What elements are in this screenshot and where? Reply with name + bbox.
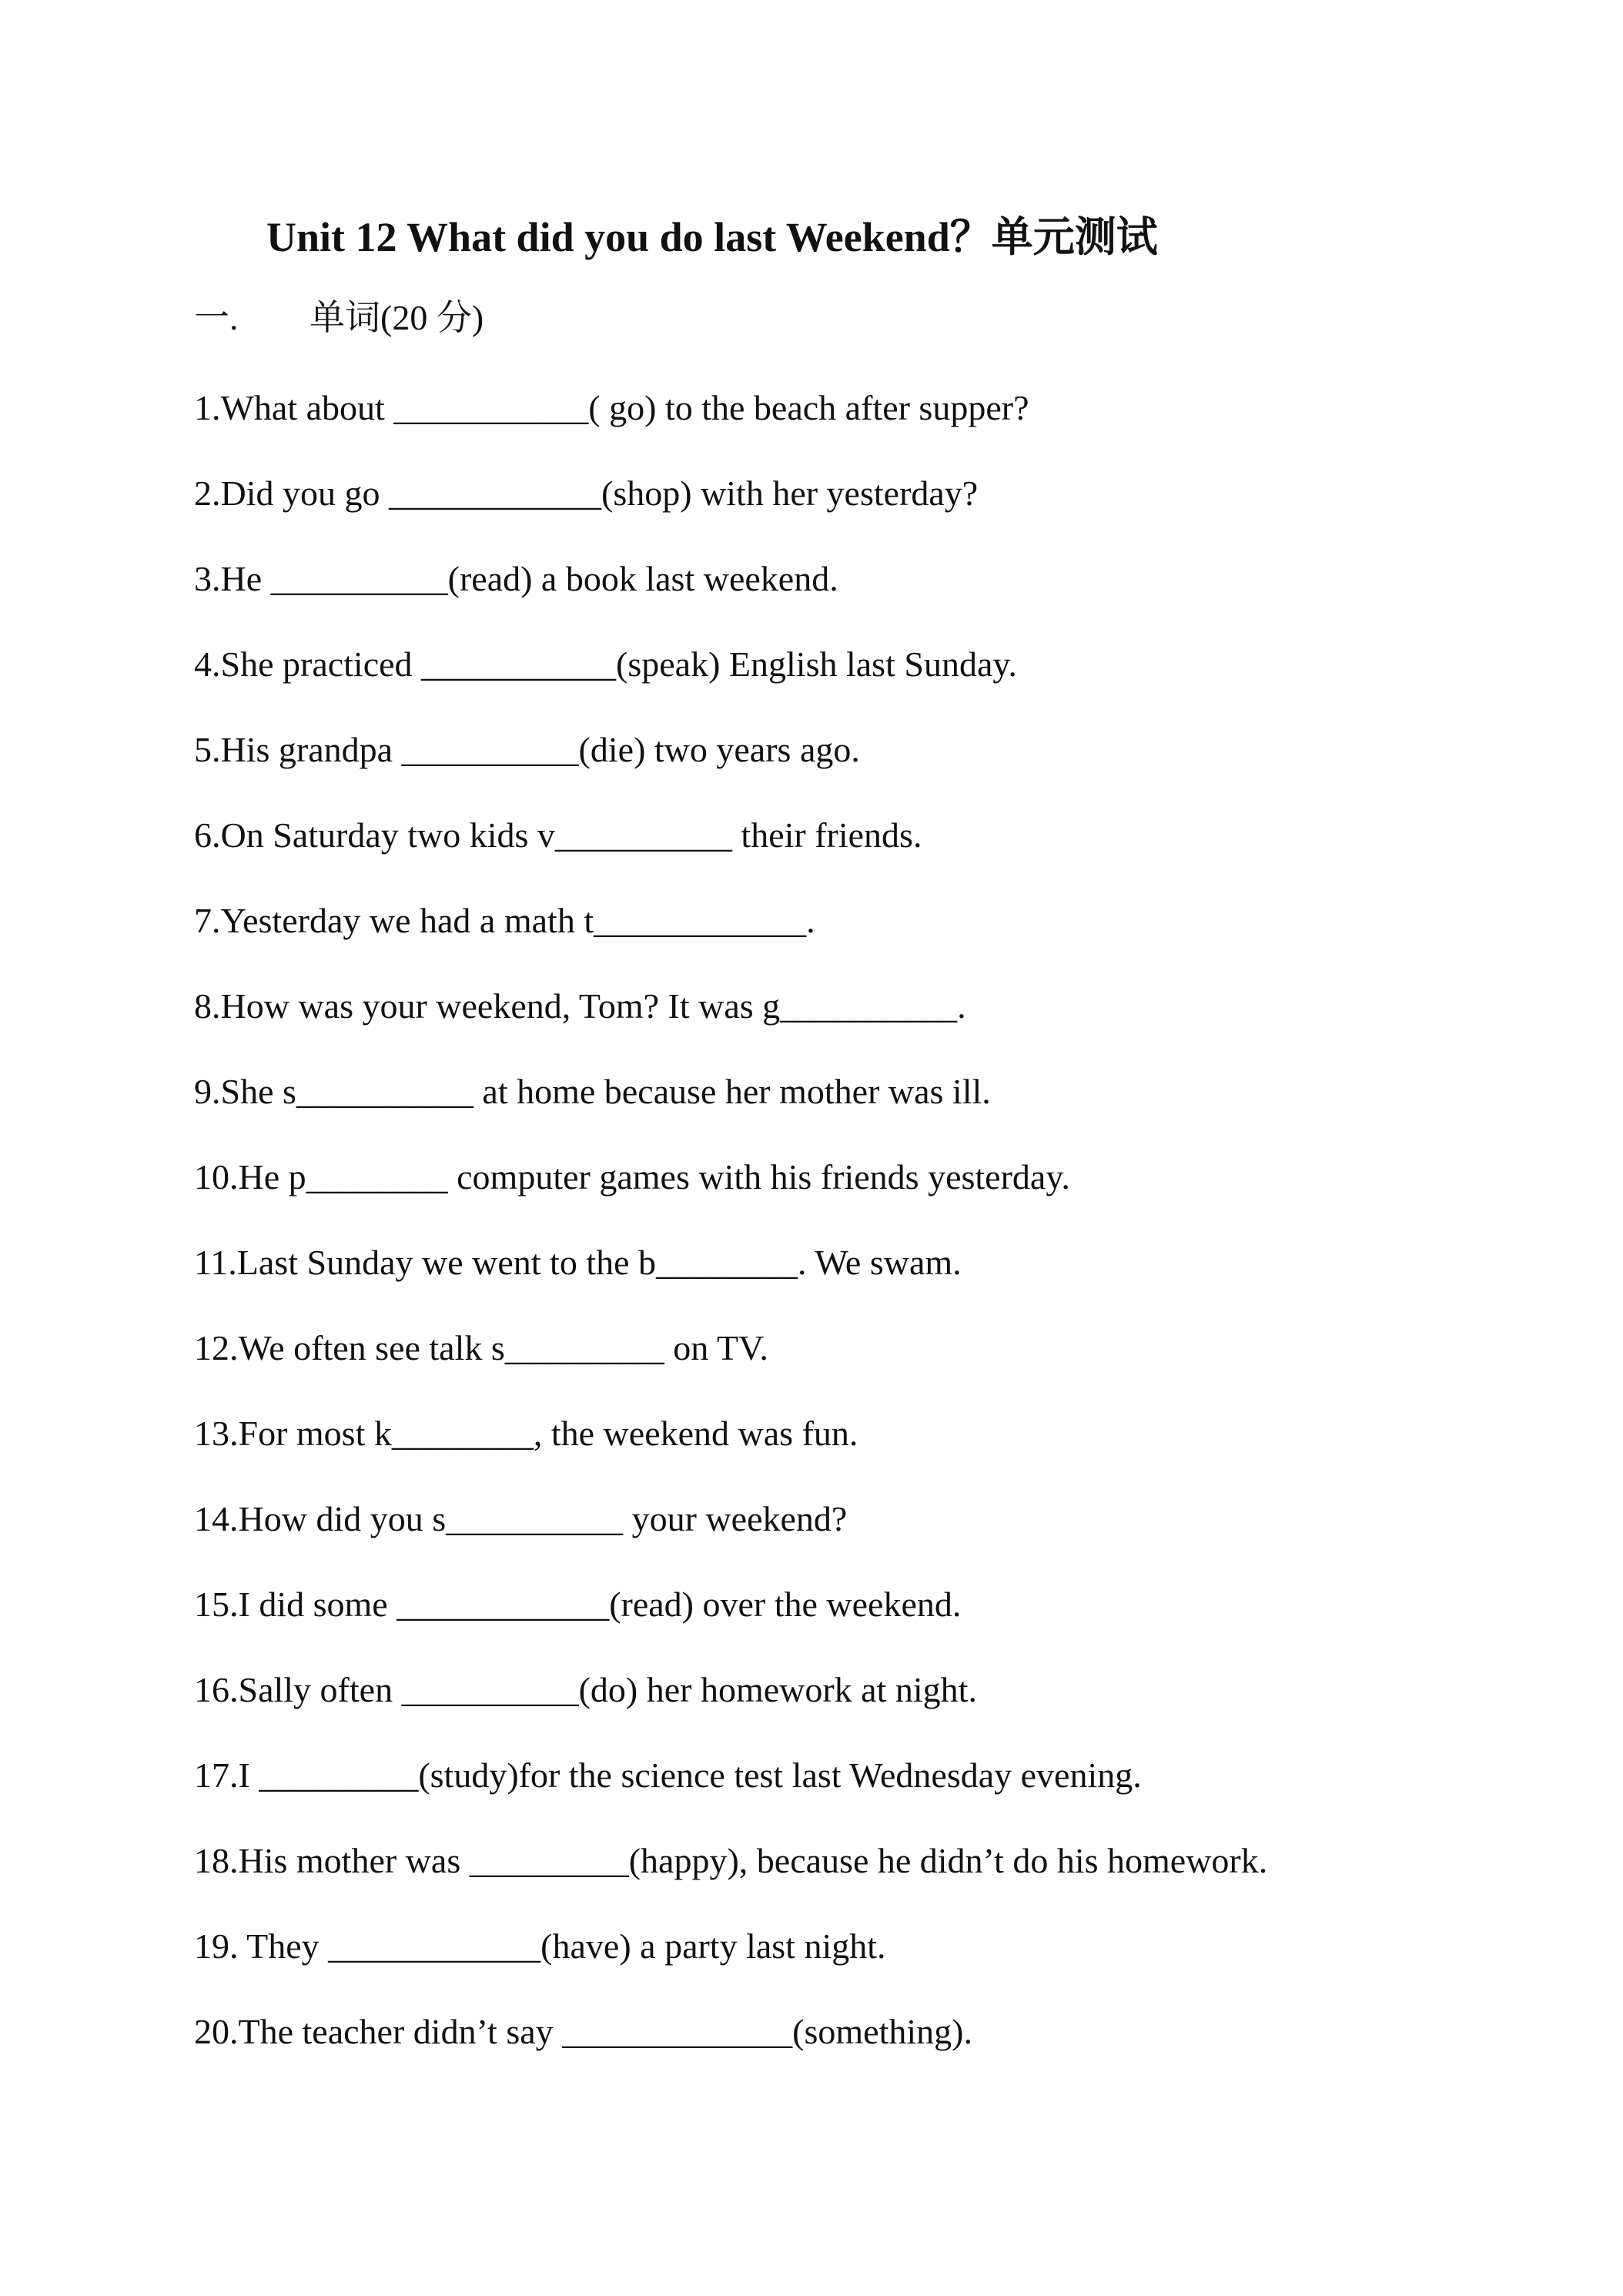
question-item: 1.What about ___________( go) to the beach after supper? [194,388,1029,427]
question-item: 11.Last Sunday we went to the b________. We swam. [194,1243,962,1282]
section-header [194,291,484,345]
question-item: 18.His mother was _________(happy), because he didn’t do his homework. [194,1841,1268,1880]
question-item: 13.For most k________, the weekend was fun. [194,1414,858,1453]
question-item: 8.How was your weekend, Tom? It was g__________. [194,986,966,1026]
worksheet-title: Unit 12 What did you do last Weekend？单元测试 [266,214,1158,260]
question-item: 14.How did you s__________ your weekend? [194,1499,848,1538]
question-item: 17.I _________(study)for the science test last Wednesday evening. [194,1755,1142,1795]
question-item: 5.His grandpa __________(die) two years ago. [194,730,860,769]
question-item: 9.She s__________ at home because her mother was ill. [194,1072,991,1111]
question-item: 20.The teacher didn’t say _____________(something). [194,2012,972,2051]
question-item: 3.He __________(read) a book last weekend. [194,559,838,598]
question-list [194,377,1267,2087]
section-heading: 单词(20 分) [310,298,484,337]
question-item: 19. They ____________(have) a party last night. [194,1926,886,1966]
question-item: 10.He p________ computer games with his friends yesterday. [194,1157,1070,1197]
question-item: 7.Yesterday we had a math t____________. [194,901,815,940]
question-item: 15.I did some ____________(read) over the weekend. [194,1585,962,1624]
question-item: 2.Did you go ____________(shop) with her yesterday? [194,474,979,513]
question-item: 4.She practiced ___________(speak) English last Sunday. [194,644,1017,684]
section-number: 一. [194,298,239,337]
question-item: 16.Sally often __________(do) her homework at night. [194,1670,977,1709]
question-item: 6.On Saturday two kids v__________ their friends. [194,815,922,855]
question-item: 12.We often see talk s_________ on TV. [194,1328,768,1367]
